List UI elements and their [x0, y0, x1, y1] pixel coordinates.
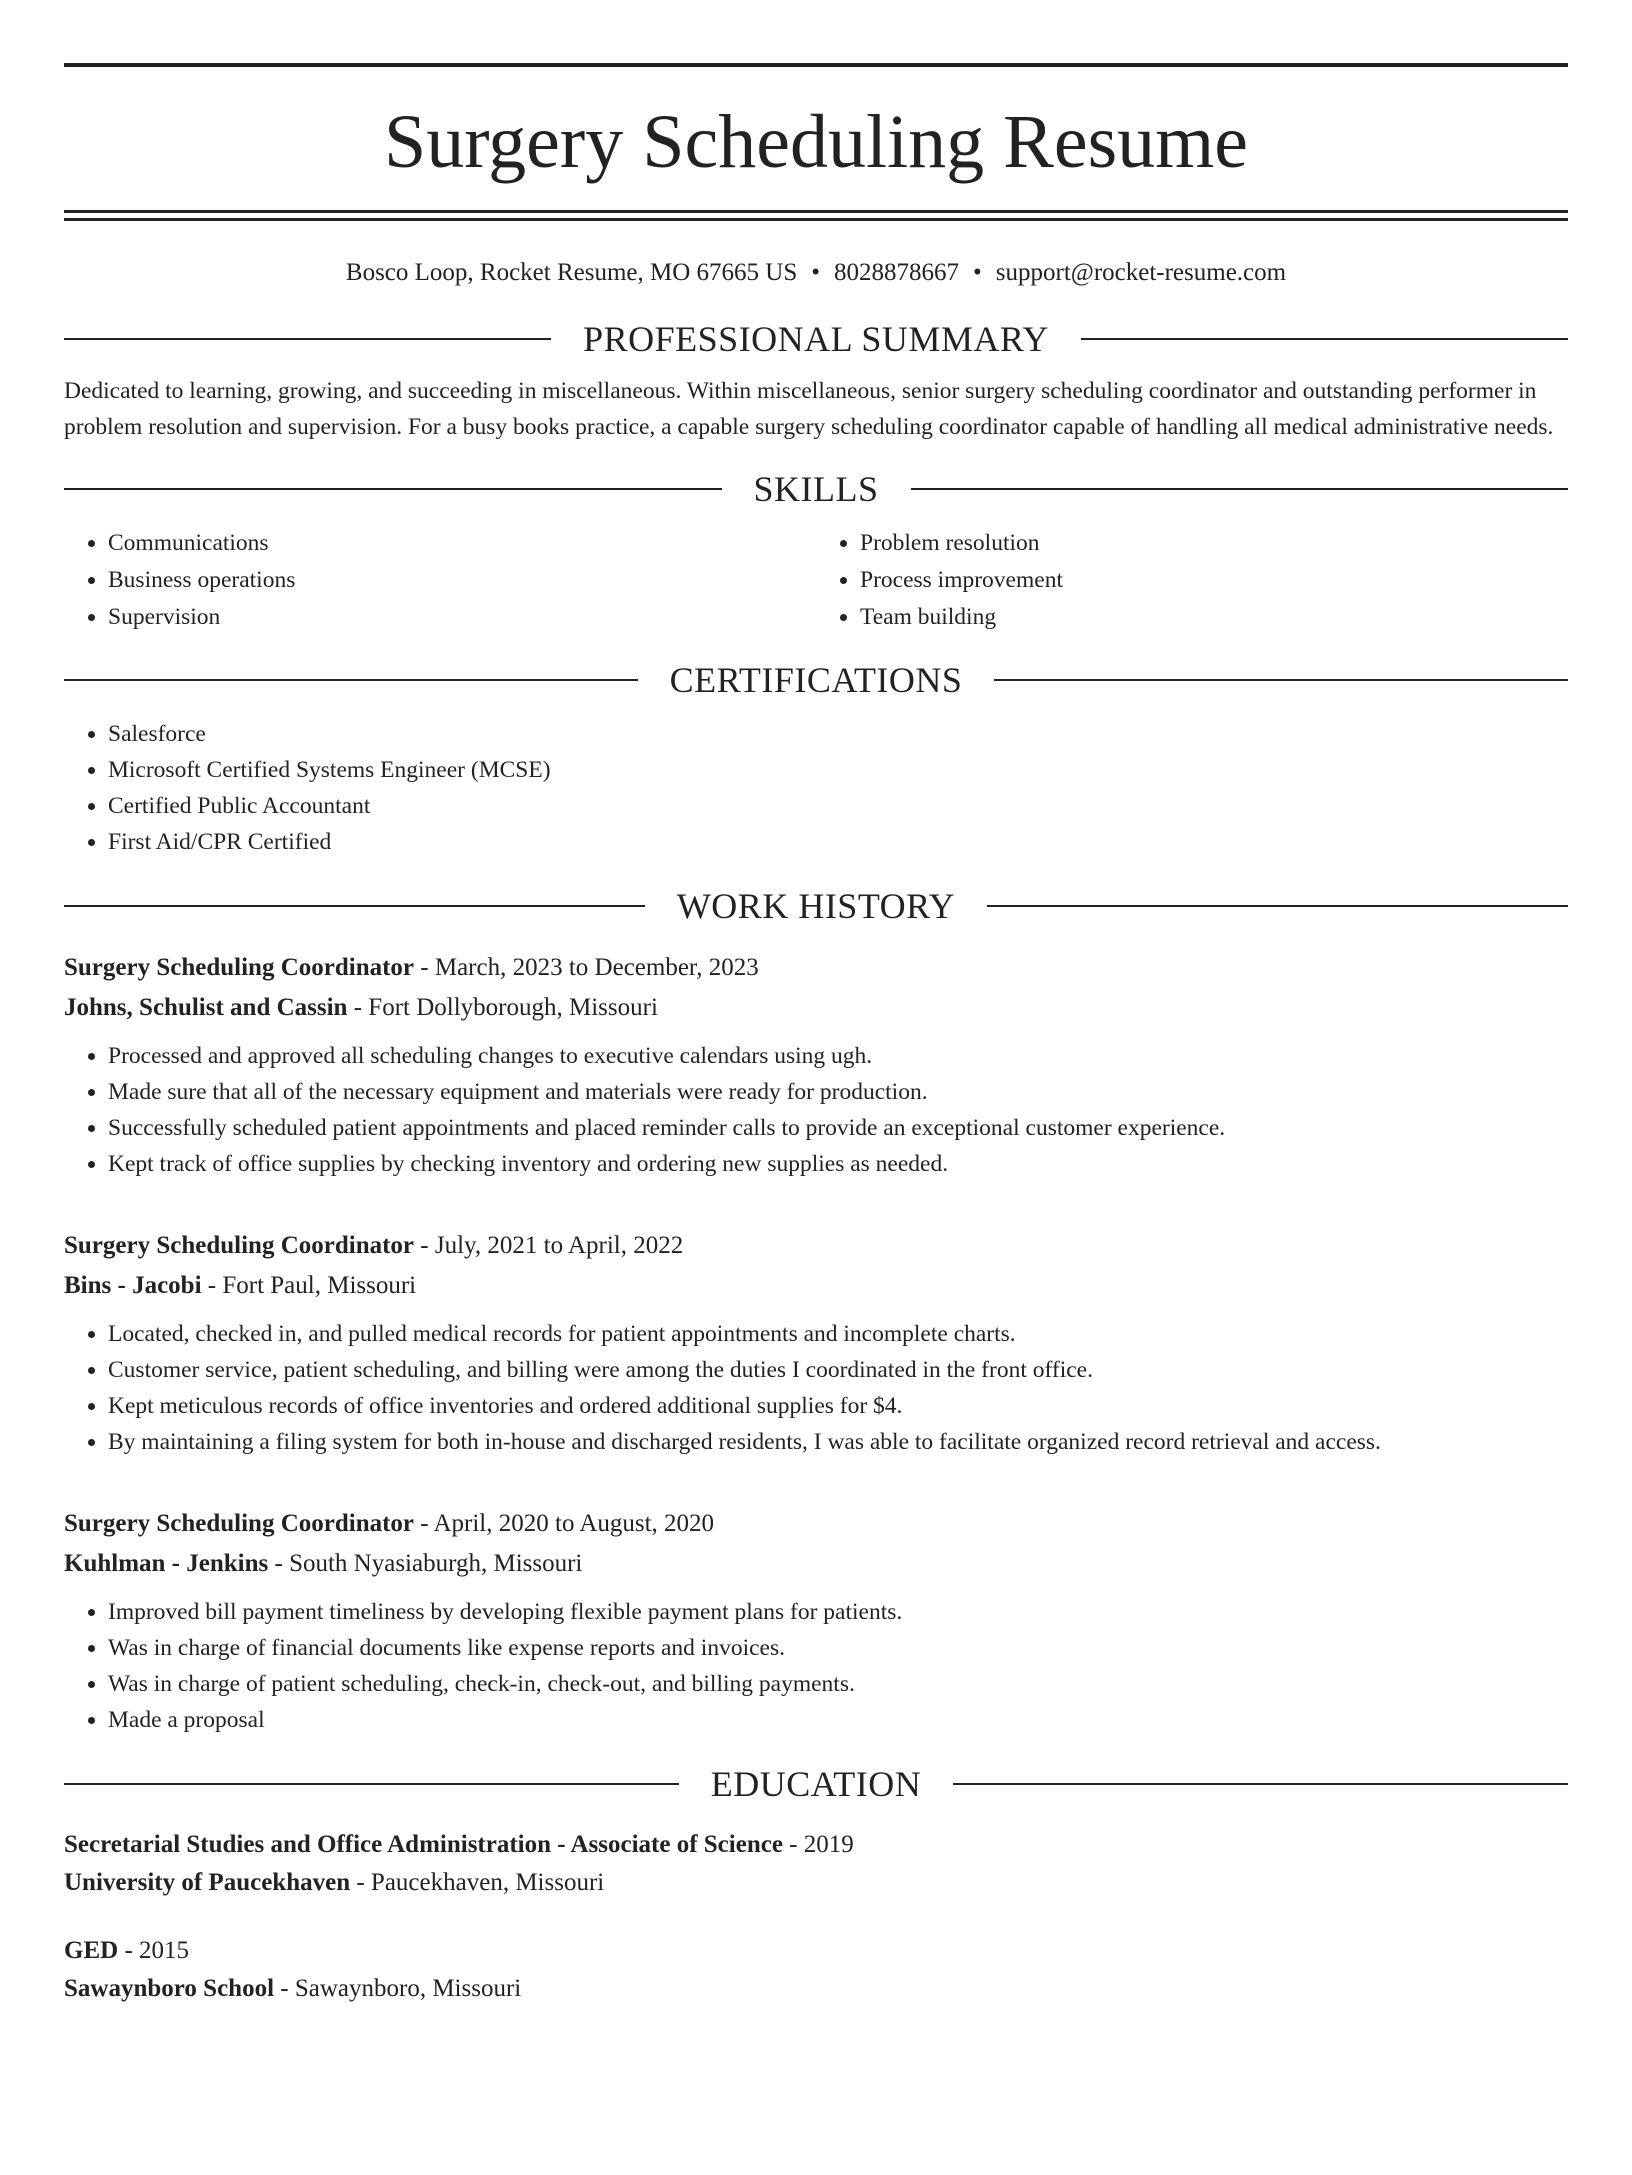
job-entry: [64, 1504, 1568, 1738]
list-item: • Was in charge of financial documents like expense reports and invoices.: [108, 1630, 1568, 1666]
list-item: • Business operations: [108, 562, 816, 599]
contact-separator: •: [811, 259, 821, 286]
list-item: • Kept track of office supplies by checking inventory and ordering new supplies as needed.: [108, 1146, 1568, 1182]
list-item: • Improved bill payment timeliness by developing flexible payment plans for patients.: [108, 1594, 1568, 1630]
list-item: • Located, checked in, and pulled medical records for patient appointments and incomplete charts.: [108, 1316, 1568, 1352]
job-company-line: [64, 1544, 1568, 1584]
job-title: Surgery Scheduling Coordinator: [64, 954, 415, 981]
heading-rule: [64, 488, 722, 490]
job-title-line: [64, 948, 1568, 988]
summary-text: Dedicated to learning, growing, and succeeding in miscellaneous. Within miscellaneous, senior surgery scheduling coordinator and outstanding performer in problem resolution and supervision. For a busy books practice, a capable surgery scheduling coordinator capable of handling all medical administrative needs.: [64, 378, 1554, 440]
list-item: • Supervision: [108, 599, 816, 636]
contact-email: support@rocket-resume.com: [995, 259, 1287, 286]
education-location: - Paucekhaven, Missouri: [350, 1869, 605, 1896]
certifications-list: [64, 716, 1568, 860]
resume-title: Surgery Scheduling Resume: [383, 100, 1249, 184]
job-title-line: [64, 1504, 1568, 1544]
skills-column-right: [816, 525, 1568, 636]
education-degree-line: [64, 1932, 1568, 1970]
list-item: • Processed and approved all scheduling changes to executive calendars using ugh.: [108, 1038, 1568, 1074]
job-location: - Fort Paul, Missouri: [201, 1272, 417, 1299]
list-item: • Team building: [860, 599, 1568, 636]
heading-label: WORK HISTORY: [676, 886, 956, 926]
contact-line: [64, 257, 1568, 289]
job-location: - Fort Dollyborough, Missouri: [347, 994, 658, 1021]
job-company-line: [64, 988, 1568, 1028]
education-school-line: [64, 1970, 1568, 2008]
heading-label: EDUCATION: [710, 1764, 922, 1804]
education-school: University of Paucekhaven: [64, 1869, 351, 1896]
job-location: - South Nyasiaburgh, Missouri: [268, 1550, 583, 1577]
heading-rule: [64, 1783, 679, 1785]
job-bullets: [64, 1038, 1568, 1182]
list-item: • Made sure that all of the necessary equipment and materials were ready for production.: [108, 1074, 1568, 1110]
list-item: • Customer service, patient scheduling, and billing were among the duties I coordinated in the front office.: [108, 1352, 1568, 1388]
list-item: • First Aid/CPR Certified: [108, 824, 1568, 860]
education-entry: [64, 1826, 1568, 1902]
job-dates: - April, 2020 to August, 2020: [414, 1510, 715, 1537]
job-bullets: [64, 1316, 1568, 1460]
heading-rule: [64, 679, 638, 681]
heading-rule: [911, 488, 1569, 490]
education-degree: GED: [64, 1937, 119, 1964]
skills-column-left: [64, 525, 816, 636]
list-item: • Successfully scheduled patient appointments and placed reminder calls to provide an exceptional customer experience.: [108, 1110, 1568, 1146]
job-dates: - July, 2021 to April, 2022: [414, 1232, 684, 1259]
contact-phone: 8028878667: [834, 259, 960, 286]
job-company: Johns, Schulist and Cassin: [64, 994, 348, 1021]
list-item: • Communications: [108, 525, 816, 562]
heading-rule: [994, 679, 1568, 681]
list-item: • Salesforce: [108, 716, 1568, 752]
list-item: • Was in charge of patient scheduling, check-in, check-out, and billing payments.: [108, 1666, 1568, 1702]
education-school: Sawaynboro School: [64, 1975, 275, 2002]
list-item: • Microsoft Certified Systems Engineer (MCSE): [108, 752, 1568, 788]
heading-rule: [64, 338, 551, 340]
job-entry: [64, 948, 1568, 1182]
list-item: • Made a proposal: [108, 1702, 1568, 1738]
title-double-rule: [64, 210, 1568, 221]
section-heading-summary: [64, 317, 1568, 361]
heading-rule: [1081, 338, 1568, 340]
section-heading-skills: [64, 467, 1568, 511]
education-school-line: [64, 1864, 1568, 1902]
job-title: Surgery Scheduling Coordinator: [64, 1510, 415, 1537]
list-item: • By maintaining a filing system for both in-house and discharged residents, I was able to facilitate organized record retrieval and access.: [108, 1424, 1568, 1460]
heading-label: SKILLS: [753, 469, 879, 509]
heading-rule: [64, 905, 645, 907]
list-item: • Kept meticulous records of office inventories and ordered additional supplies for $4.: [108, 1388, 1568, 1424]
resume-page: [0, 63, 1632, 2175]
job-title-line: [64, 1226, 1568, 1266]
education-degree-line: [64, 1826, 1568, 1864]
contact-separator: •: [973, 259, 982, 286]
job-company: Bins - Jacobi: [64, 1272, 202, 1299]
list-item: • Process improvement: [860, 562, 1568, 599]
job-title: Surgery Scheduling Coordinator: [64, 1232, 415, 1259]
skills-list: [64, 525, 1568, 636]
education-year: - 2015: [118, 1937, 190, 1964]
education-year: - 2019: [782, 1831, 854, 1858]
job-company-line: [64, 1266, 1568, 1306]
job-company: Kuhlman - Jenkins: [64, 1550, 269, 1577]
contact-address: Bosco Loop, Rocket Resume, MO 67665 US: [345, 259, 798, 286]
heading-rule: [953, 1783, 1568, 1785]
list-item: • Certified Public Accountant: [108, 788, 1568, 824]
top-rule: [64, 63, 1568, 67]
section-heading-education: [64, 1762, 1568, 1806]
section-heading-certifications: [64, 658, 1568, 702]
heading-label: PROFESSIONAL SUMMARY: [583, 319, 1049, 359]
job-dates: - March, 2023 to December, 2023: [414, 954, 759, 981]
heading-rule: [987, 905, 1568, 907]
section-heading-work-history: [64, 884, 1568, 928]
heading-label: CERTIFICATIONS: [669, 660, 963, 700]
education-entry: [64, 1932, 1568, 2008]
job-entry: [64, 1226, 1568, 1460]
list-item: • Problem resolution: [860, 525, 1568, 562]
education-degree: Secretarial Studies and Office Administration - Associate of Science: [64, 1831, 783, 1858]
education-location: - Sawaynboro, Missouri: [274, 1975, 522, 2002]
job-bullets: [64, 1594, 1568, 1738]
